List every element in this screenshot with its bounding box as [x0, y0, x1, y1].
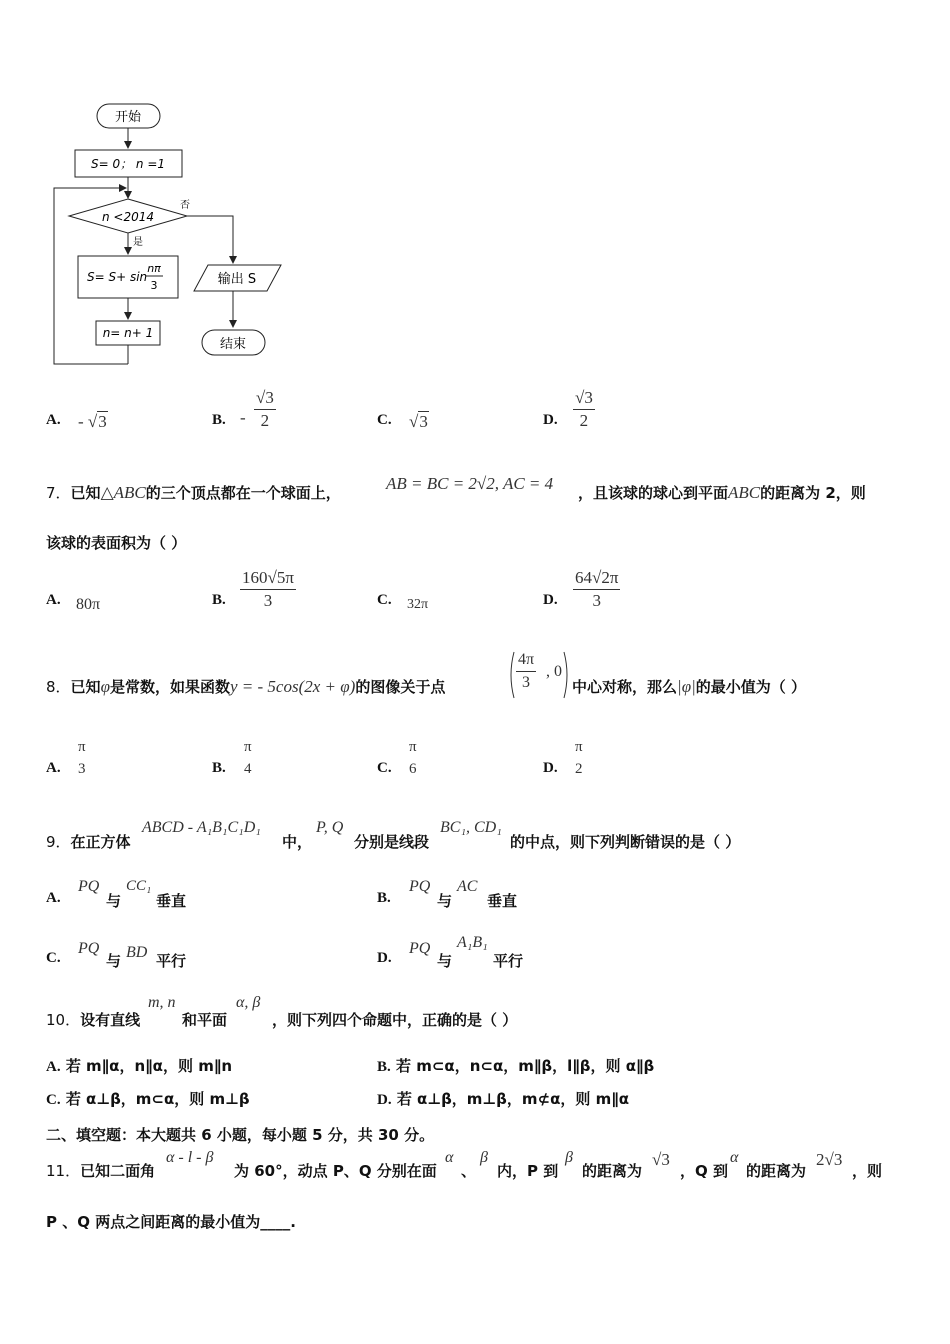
output-text: 输出 S: [217, 272, 257, 287]
q11-stem-mid3: 的距离为: [582, 1162, 643, 1180]
q9-cube: ABCD - A₁B₁C₁D₁: [142, 819, 261, 836]
q10-planes: α, β: [236, 994, 261, 1011]
q9-pq: P, Q: [316, 819, 344, 836]
q11-stem-line2: P 、Q 两点之间距离的最小值为____.: [46, 1213, 296, 1231]
init-text: S= 0； n =1: [90, 157, 166, 171]
q8-point: $\frac{4\pi}{3}$ , 0: [508, 650, 570, 698]
q9-stem-end: 的中点，则下列判断错误的是（ ）: [510, 833, 741, 851]
option-label: B.: [212, 412, 226, 428]
q11-distance-1: √3: [652, 1150, 670, 1169]
q6-b-fraction: $\frac{√3}{2}$: [256, 388, 274, 430]
q7-stem: 7．已知△ABC的三个顶点都在一个球面上，: [46, 483, 341, 502]
q11-distance-2: 2√3: [816, 1150, 843, 1169]
q11-beta: β: [480, 1149, 488, 1166]
q11-alpha: α: [445, 1149, 454, 1166]
q10-option-a: A. 若 m∥α，n∥α，则 m∥n: [46, 1057, 233, 1075]
q9-stem-mid2: 分别是线段: [354, 833, 430, 851]
q11-stem-mid: 为 60°，动点 P、Q 分别在面: [234, 1162, 437, 1180]
process-text: S= S+ sin: [87, 270, 148, 284]
q9-stem-mid: 中，: [282, 833, 313, 851]
q11-stem-end: ，则: [852, 1162, 883, 1180]
flowchart: [40, 95, 300, 375]
q10-stem-mid: 和平面: [182, 1011, 228, 1029]
q11-stem-mid5: 的距离为: [746, 1162, 807, 1180]
q6-a-value: - √3: [78, 412, 107, 431]
q11-beta2: β: [565, 1149, 573, 1166]
start-text: 开始: [114, 110, 142, 125]
q11-sep: 、: [461, 1162, 477, 1180]
increment-text: n= n+ 1: [102, 326, 154, 340]
q11-stem-mid2: 内，P 到: [497, 1162, 559, 1180]
q6-b-sign: -: [240, 408, 246, 427]
no-label: 否: [180, 200, 190, 211]
section-heading: 二、填空题：本大题共 6 小题，每小题 5 分，共 30 分。: [46, 1126, 435, 1144]
q6-d-fraction: $\frac{√3}{2}$: [575, 388, 593, 430]
q8-stem-2: 中心对称，那么|φ|的最小值为（ ）: [572, 677, 807, 696]
yes-label: 是: [133, 237, 143, 248]
q6-c-value: √3: [409, 412, 428, 431]
process-frac-den: 3: [150, 279, 158, 292]
end-text: 结束: [219, 337, 247, 352]
q9-stem: 9．在正方体: [46, 833, 131, 851]
q10-stem: 10．设有直线: [46, 1011, 141, 1029]
q7-condition: AB = BC = 2√2, AC = 4: [386, 474, 554, 493]
q10-lines: m, n: [148, 994, 176, 1011]
q11-alpha2: α: [730, 1149, 739, 1166]
option-label: C.: [377, 412, 392, 428]
q10-option-c: C. 若 α⊥β，m⊂α，则 m⊥β: [46, 1090, 250, 1108]
q8-stem: 8．已知φ是常数，如果函数y = - 5cos(2x + φ)的图像关于点: [46, 677, 446, 696]
q11-stem-mid4: ，Q 到: [680, 1162, 728, 1180]
q7-stem-2: ，且该球的球心到平面ABC的距离为 2，则: [578, 483, 866, 502]
condition-text: n <2014: [101, 210, 155, 224]
q9-segments: BC₁, CD₁: [440, 819, 502, 836]
q10-stem-end: ，则下列四个命题中，正确的是（ ）: [272, 1011, 518, 1029]
option-label: A.: [46, 412, 61, 428]
q11-angle: α - l - β: [166, 1149, 214, 1166]
q10-option-b: B. 若 m⊂α，n⊂α，m∥β，l∥β，则 α∥β: [377, 1057, 655, 1075]
q10-option-d: D. 若 α⊥β，m⊥β，m⊄α，则 m∥α: [377, 1090, 630, 1108]
process-frac-num: nπ: [147, 262, 161, 275]
q7-stem-line2: 该球的表面积为（ ）: [46, 534, 187, 552]
option-label: D.: [543, 412, 558, 428]
q11-stem: 11．已知二面角: [46, 1162, 156, 1180]
